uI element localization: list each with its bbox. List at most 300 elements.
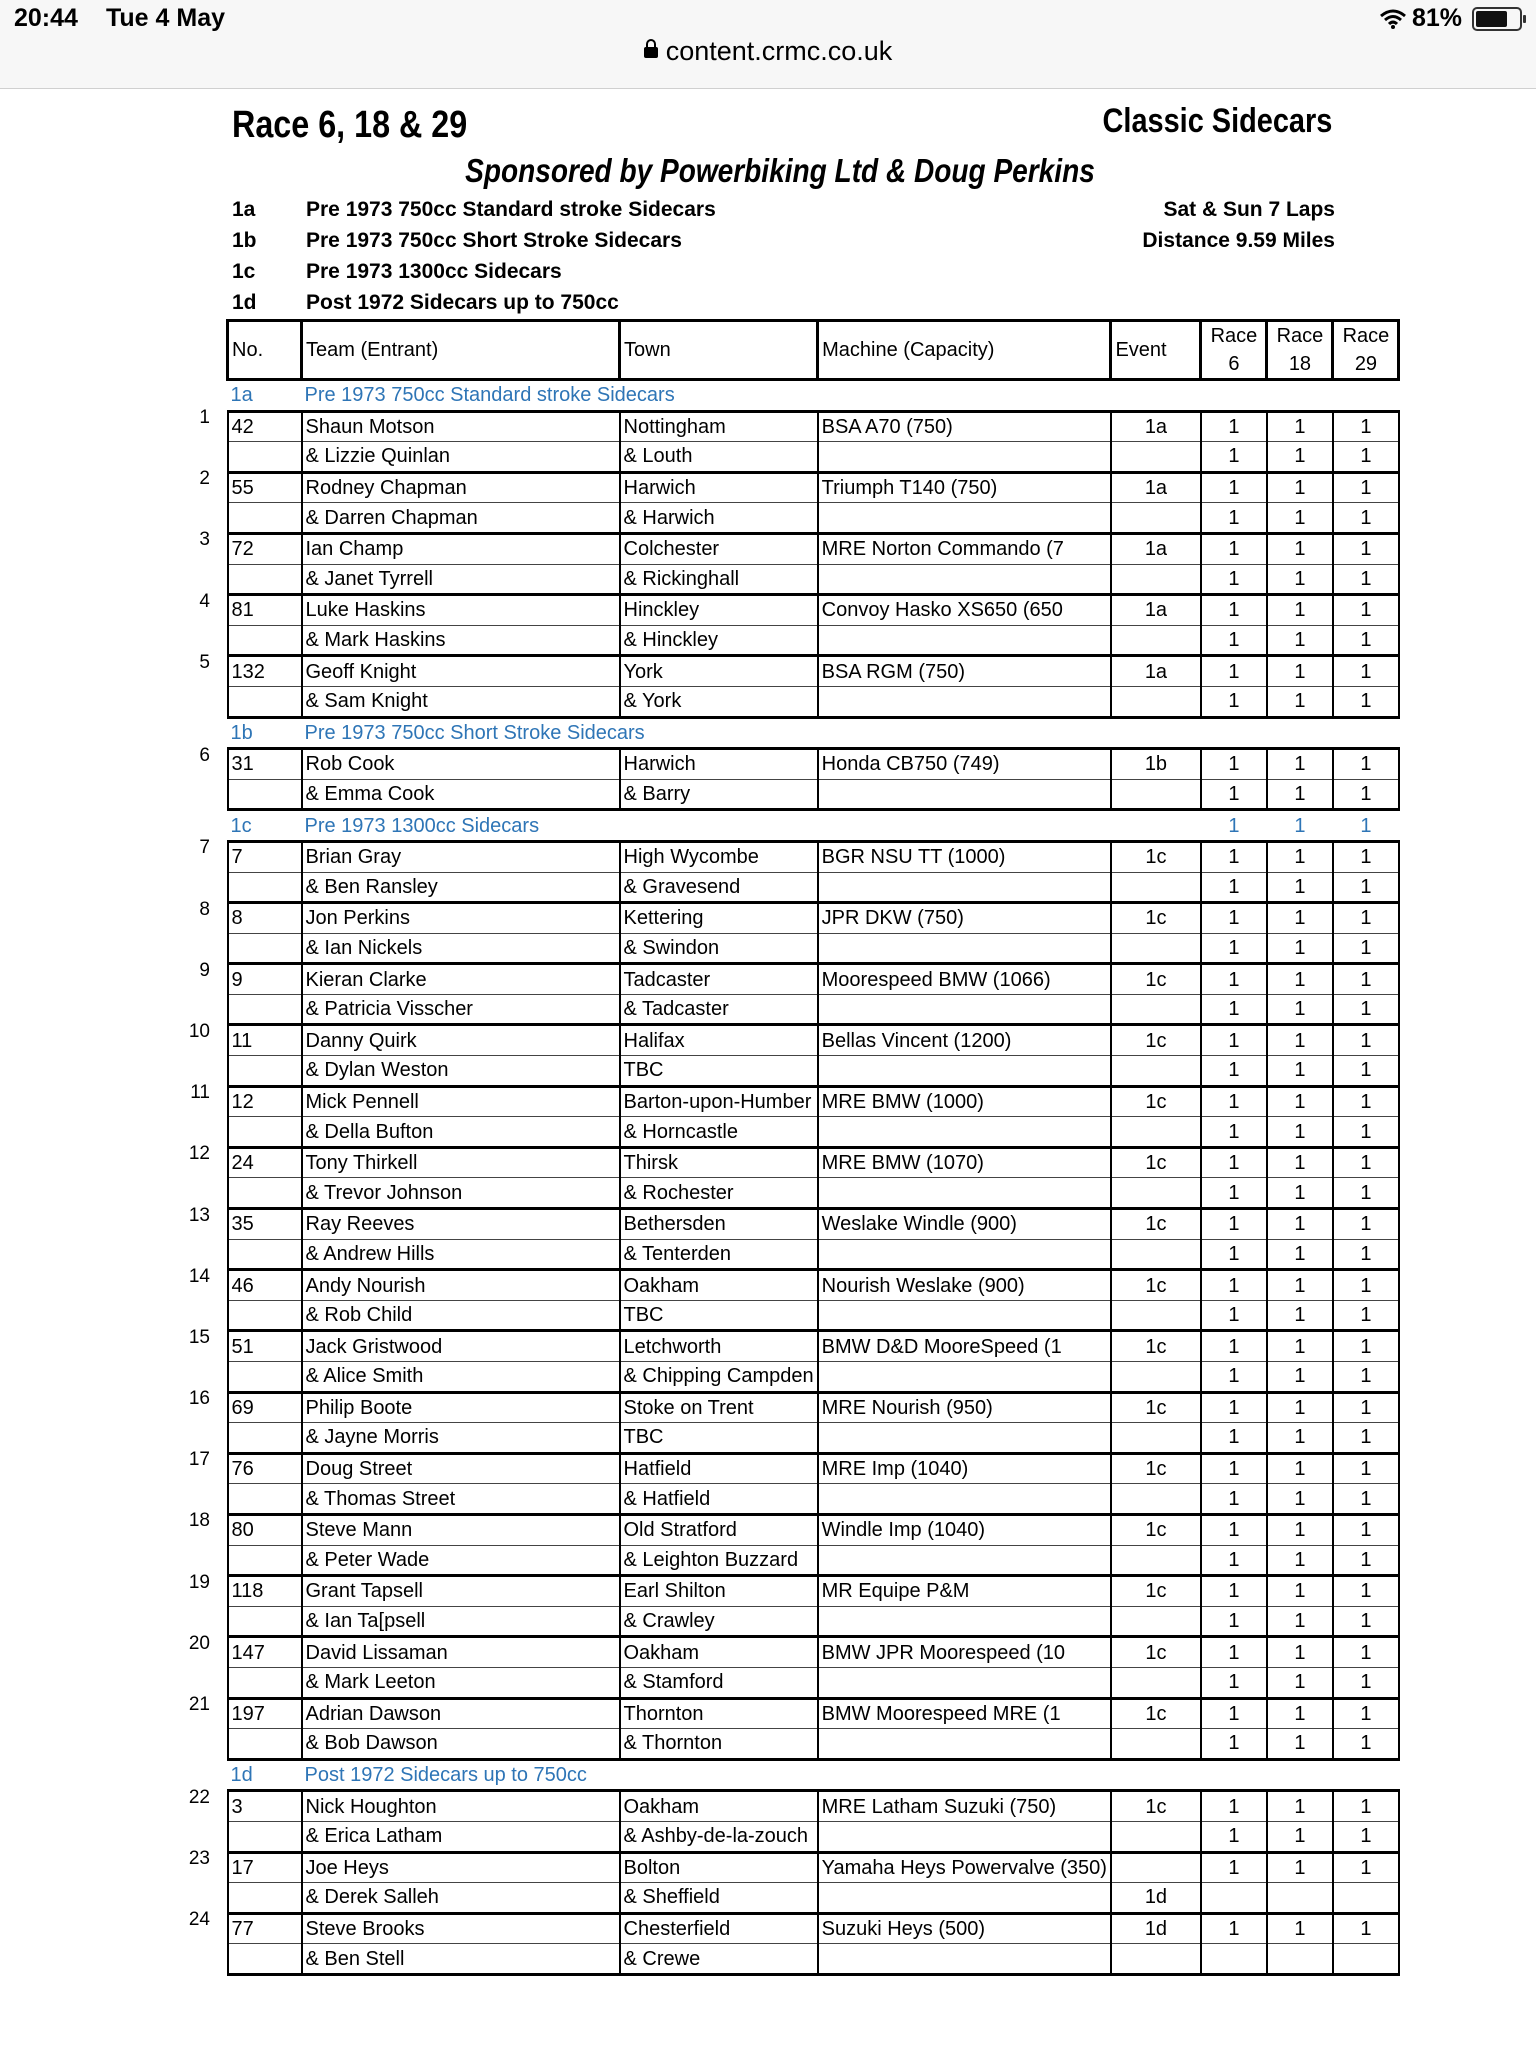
section-code: 1b xyxy=(230,721,253,744)
race-18-entry xyxy=(1267,1944,1333,1975)
entry-number: 80 xyxy=(228,1514,302,1545)
driver-name: David Lissaman xyxy=(302,1637,620,1668)
race-6-entry: 1 xyxy=(1201,656,1267,687)
driver-name: Geoff Knight xyxy=(302,656,620,687)
table-row-passenger xyxy=(228,1729,1399,1760)
passenger-event-code xyxy=(1111,1606,1201,1637)
event-code: 1a xyxy=(1111,533,1201,564)
section-code: 1a xyxy=(230,384,253,407)
race-6-entry: 1 xyxy=(1201,1667,1267,1698)
race-29-entry xyxy=(1333,1944,1399,1975)
machine: MRE BMW (1070) xyxy=(818,1147,1111,1178)
race-29-entry: 1 xyxy=(1333,1576,1399,1607)
race-6-entry: 1 xyxy=(1201,1453,1267,1484)
row-index: 13 xyxy=(188,1204,210,1226)
row-index: 10 xyxy=(188,1020,210,1042)
race-18-count xyxy=(1267,380,1333,412)
race-6-entry: 1 xyxy=(1201,411,1267,442)
driver-town: Barton-upon-Humber xyxy=(620,1086,818,1117)
race-29-entry: 1 xyxy=(1333,1392,1399,1423)
table-header xyxy=(228,321,1399,380)
driver-town: Old Stratford xyxy=(620,1514,818,1545)
race-29-entry: 1 xyxy=(1333,595,1399,626)
race-29-entry: 1 xyxy=(1333,411,1399,442)
passenger-town: & Thornton xyxy=(620,1729,818,1760)
table-row xyxy=(228,411,1399,442)
row-index: 6 xyxy=(199,744,210,766)
event-code: 1a xyxy=(1111,595,1201,626)
passenger-event-code xyxy=(1111,1423,1201,1454)
passenger-name: & Sam Knight xyxy=(302,686,620,717)
empty-cell xyxy=(818,1606,1111,1637)
empty-cell xyxy=(228,933,302,964)
header-no: No. xyxy=(228,321,302,380)
race-18-entry: 1 xyxy=(1267,1178,1333,1209)
driver-town: Bethersden xyxy=(620,1209,818,1240)
passenger-event-code xyxy=(1111,1056,1201,1087)
empty-cell xyxy=(228,1545,302,1576)
section-title: Pre 1973 750cc Short Stroke Sidecars xyxy=(304,721,645,744)
empty-cell xyxy=(818,625,1111,656)
race-18-entry: 1 xyxy=(1267,1791,1333,1822)
race-18-entry: 1 xyxy=(1267,686,1333,717)
driver-name: Jon Perkins xyxy=(302,903,620,934)
event-code: 1c xyxy=(1111,1025,1201,1056)
laps-info: Sat & Sun 7 Laps xyxy=(1163,198,1335,221)
status-date: Tue 4 May xyxy=(106,4,226,32)
event-code xyxy=(1111,1852,1201,1883)
event-item: 1c Pre 1973 1300cc Sidecars xyxy=(232,260,562,283)
race-18-entry: 1 xyxy=(1267,656,1333,687)
driver-name: Rob Cook xyxy=(302,749,620,780)
machine: Triumph T140 (750) xyxy=(818,472,1111,503)
empty-cell xyxy=(818,1821,1111,1852)
distance-info: Distance 9.59 Miles xyxy=(1142,229,1335,252)
event-code: 1c xyxy=(1111,903,1201,934)
race-6-entry: 1 xyxy=(1201,564,1267,595)
row-index: 21 xyxy=(188,1694,210,1716)
race-18-entry: 1 xyxy=(1267,1545,1333,1576)
passenger-town: & Crewe xyxy=(620,1944,818,1975)
race-6-entry: 1 xyxy=(1201,472,1267,503)
empty-cell xyxy=(228,1056,302,1087)
race-6-count xyxy=(1201,380,1267,412)
passenger-name: & Andrew Hills xyxy=(302,1239,620,1270)
race-29-entry: 1 xyxy=(1333,1821,1399,1852)
driver-town: Hatfield xyxy=(620,1453,818,1484)
table-row-passenger xyxy=(228,933,1399,964)
machine: Suzuki Heys (500) xyxy=(818,1913,1111,1944)
empty-cell xyxy=(228,1178,302,1209)
race-6-entry: 1 xyxy=(1201,1239,1267,1270)
race-18-entry: 1 xyxy=(1267,1729,1333,1760)
machine: Windle Imp (1040) xyxy=(818,1514,1111,1545)
event-code: 1d xyxy=(1111,1913,1201,1944)
race-6-entry: 1 xyxy=(1201,1852,1267,1883)
event-code: 1a xyxy=(1111,656,1201,687)
empty-cell xyxy=(228,1883,302,1914)
empty-cell xyxy=(818,994,1111,1025)
address-bar[interactable] xyxy=(0,36,1536,67)
empty-cell xyxy=(818,933,1111,964)
race-29-entry xyxy=(1333,1883,1399,1914)
race-6-entry: 1 xyxy=(1201,1270,1267,1301)
table-row-passenger xyxy=(228,779,1399,810)
race-29-entry: 1 xyxy=(1333,442,1399,473)
race-18-entry: 1 xyxy=(1267,1423,1333,1454)
race-6-entry: 1 xyxy=(1201,994,1267,1025)
race-6-entry: 1 xyxy=(1201,686,1267,717)
table-row-passenger xyxy=(228,1883,1399,1914)
row-index: 7 xyxy=(199,837,210,859)
race-18-entry: 1 xyxy=(1267,1362,1333,1393)
row-index: 16 xyxy=(188,1388,210,1410)
machine: Yamaha Heys Powervalve (350) xyxy=(818,1852,1111,1883)
header-town: Town xyxy=(620,321,818,380)
section-code: 1d xyxy=(230,1764,253,1787)
race-6-entry: 1 xyxy=(1201,964,1267,995)
race-6-entry: 1 xyxy=(1201,1606,1267,1637)
race-18-entry: 1 xyxy=(1267,872,1333,903)
race-29-entry: 1 xyxy=(1333,472,1399,503)
header-event: Event xyxy=(1111,321,1201,380)
race-18-entry: 1 xyxy=(1267,533,1333,564)
machine: MRE BMW (1000) xyxy=(818,1086,1111,1117)
row-index: 8 xyxy=(199,898,210,920)
url-text: content.crmc.co.uk xyxy=(665,36,893,66)
driver-name: Jack Gristwood xyxy=(302,1331,620,1362)
race-6-count xyxy=(1201,1759,1267,1791)
header-race-18: Race 18 xyxy=(1267,321,1333,380)
passenger-town: & Tadcaster xyxy=(620,994,818,1025)
status-bar xyxy=(0,0,1536,89)
machine: BMW Moorespeed MRE (1 xyxy=(818,1698,1111,1729)
driver-town: Tadcaster xyxy=(620,964,818,995)
row-index: 4 xyxy=(199,590,210,612)
table-row-passenger xyxy=(228,1239,1399,1270)
race-6-entry: 1 xyxy=(1201,1178,1267,1209)
race-6-entry: 1 xyxy=(1201,442,1267,473)
race-29-entry: 1 xyxy=(1333,1239,1399,1270)
event-code: 1c xyxy=(1111,1331,1201,1362)
row-index: 15 xyxy=(188,1326,210,1348)
row-index: 3 xyxy=(199,529,210,551)
driver-name: Grant Tapsell xyxy=(302,1576,620,1607)
passenger-event-code xyxy=(1111,1178,1201,1209)
race-29-entry: 1 xyxy=(1333,1606,1399,1637)
empty-cell xyxy=(818,1300,1111,1331)
row-index: 24 xyxy=(188,1909,210,1931)
race-6-entry: 1 xyxy=(1201,1913,1267,1944)
race-18-entry: 1 xyxy=(1267,595,1333,626)
passenger-name: & Lizzie Quinlan xyxy=(302,442,620,473)
table-row-passenger xyxy=(228,994,1399,1025)
driver-town: Hinckley xyxy=(620,595,818,626)
empty-cell xyxy=(228,1423,302,1454)
machine: BSA A70 (750) xyxy=(818,411,1111,442)
race-18-entry: 1 xyxy=(1267,1852,1333,1883)
driver-town: Chesterfield xyxy=(620,1913,818,1944)
passenger-town: & Harwich xyxy=(620,503,818,534)
machine: Weslake Windle (900) xyxy=(818,1209,1111,1240)
section-code: 1c xyxy=(230,814,252,837)
empty-cell xyxy=(228,994,302,1025)
race-29-entry: 1 xyxy=(1333,1300,1399,1331)
machine: BSA RGM (750) xyxy=(818,656,1111,687)
race-29-entry: 1 xyxy=(1333,1147,1399,1178)
driver-name: Shaun Motson xyxy=(302,411,620,442)
race-6-entry: 1 xyxy=(1201,1484,1267,1515)
passenger-town: & Leighton Buzzard xyxy=(620,1545,818,1576)
passenger-name: & Dylan Weston xyxy=(302,1056,620,1087)
event-code: 1c xyxy=(1111,1698,1201,1729)
table-row xyxy=(228,1209,1399,1240)
race-6-entry: 1 xyxy=(1201,1637,1267,1668)
driver-town: Stoke on Trent xyxy=(620,1392,818,1423)
race-18-entry: 1 xyxy=(1267,1300,1333,1331)
sponsor-line: Sponsored by Powerbiking Ltd & Doug Perkins xyxy=(465,152,1095,189)
table-row xyxy=(228,472,1399,503)
passenger-event-code xyxy=(1111,994,1201,1025)
race-18-entry: 1 xyxy=(1267,1056,1333,1087)
passenger-event-code xyxy=(1111,503,1201,534)
passenger-name: & Mark Haskins xyxy=(302,625,620,656)
race-6-entry: 1 xyxy=(1201,1331,1267,1362)
race-29-entry: 1 xyxy=(1333,1852,1399,1883)
header-team: Team (Entrant) xyxy=(302,321,620,380)
entry-number: 31 xyxy=(228,749,302,780)
table-row xyxy=(228,1791,1399,1822)
race-29-entry: 1 xyxy=(1333,503,1399,534)
table-row xyxy=(228,1698,1399,1729)
race-6-entry: 1 xyxy=(1201,903,1267,934)
empty-cell xyxy=(228,1821,302,1852)
race-6-entry: 1 xyxy=(1201,1025,1267,1056)
machine: Honda CB750 (749) xyxy=(818,749,1111,780)
event-code: 1c xyxy=(1111,964,1201,995)
race-29-entry: 1 xyxy=(1333,841,1399,872)
passenger-event-code xyxy=(1111,779,1201,810)
entry-number: 11 xyxy=(228,1025,302,1056)
empty-cell xyxy=(228,686,302,717)
race-18-entry: 1 xyxy=(1267,1086,1333,1117)
race-29-entry: 1 xyxy=(1333,1423,1399,1454)
race-6-entry: 1 xyxy=(1201,625,1267,656)
passenger-event-code xyxy=(1111,686,1201,717)
race-6-entry: 1 xyxy=(1201,1300,1267,1331)
driver-town: Harwich xyxy=(620,472,818,503)
passenger-town: TBC xyxy=(620,1056,818,1087)
entry-number: 35 xyxy=(228,1209,302,1240)
table-row-passenger xyxy=(228,1545,1399,1576)
row-index: 19 xyxy=(188,1571,210,1593)
race-6-entry: 1 xyxy=(1201,1791,1267,1822)
passenger-name: & Alice Smith xyxy=(302,1362,620,1393)
empty-cell xyxy=(818,1362,1111,1393)
header-race-6: Race 6 xyxy=(1201,321,1267,380)
table-row-passenger xyxy=(228,1667,1399,1698)
driver-town: Oakham xyxy=(620,1270,818,1301)
race-18-count xyxy=(1267,717,1333,749)
empty-cell xyxy=(228,1944,302,1975)
empty-cell xyxy=(228,1606,302,1637)
section-title: Pre 1973 1300cc Sidecars xyxy=(304,814,540,837)
race-29-entry: 1 xyxy=(1333,1637,1399,1668)
driver-name: Andy Nourish xyxy=(302,1270,620,1301)
race-6-entry: 1 xyxy=(1201,1147,1267,1178)
passenger-town: & Tenterden xyxy=(620,1239,818,1270)
passenger-event-code xyxy=(1111,872,1201,903)
event-code: 1c xyxy=(1111,841,1201,872)
event-code: 1a xyxy=(1111,472,1201,503)
passenger-name: & Darren Chapman xyxy=(302,503,620,534)
passenger-event-code xyxy=(1111,1729,1201,1760)
table-row xyxy=(228,1025,1399,1056)
passenger-name: & Bob Dawson xyxy=(302,1729,620,1760)
race-18-entry: 1 xyxy=(1267,841,1333,872)
section-title: Post 1972 Sidecars up to 750cc xyxy=(304,1764,587,1787)
empty-cell xyxy=(228,1300,302,1331)
driver-name: Steve Mann xyxy=(302,1514,620,1545)
empty-cell xyxy=(228,1239,302,1270)
race-29-entry: 1 xyxy=(1333,1729,1399,1760)
race-6-entry: 1 xyxy=(1201,503,1267,534)
entry-number: 42 xyxy=(228,411,302,442)
event-code: 1c xyxy=(1111,1453,1201,1484)
entry-number: 197 xyxy=(228,1698,302,1729)
passenger-name: & Patricia Visscher xyxy=(302,994,620,1025)
race-6-entry: 1 xyxy=(1201,1392,1267,1423)
driver-name: Philip Boote xyxy=(302,1392,620,1423)
driver-name: Brian Gray xyxy=(302,841,620,872)
event-code: 1c xyxy=(1111,1392,1201,1423)
event-code: 1c xyxy=(1111,1576,1201,1607)
race-18-entry: 1 xyxy=(1267,1453,1333,1484)
passenger-name: & Trevor Johnson xyxy=(302,1178,620,1209)
page-title: Race 6, 18 & 29 xyxy=(232,104,468,146)
race-6-entry: 1 xyxy=(1201,933,1267,964)
driver-town: Thornton xyxy=(620,1698,818,1729)
entry-number: 51 xyxy=(228,1331,302,1362)
driver-town: Colchester xyxy=(620,533,818,564)
empty-cell xyxy=(818,1056,1111,1087)
race-29-entry: 1 xyxy=(1333,686,1399,717)
race-18-entry: 1 xyxy=(1267,994,1333,1025)
race-6-entry: 1 xyxy=(1201,1545,1267,1576)
race-18-entry: 1 xyxy=(1267,1239,1333,1270)
table-row xyxy=(228,595,1399,626)
section-row xyxy=(228,717,1399,749)
table-row-passenger xyxy=(228,625,1399,656)
table-row-passenger xyxy=(228,1056,1399,1087)
race-6-entry: 1 xyxy=(1201,872,1267,903)
event-code: 1c xyxy=(1111,1514,1201,1545)
passenger-town: & Barry xyxy=(620,779,818,810)
passenger-town: & Crawley xyxy=(620,1606,818,1637)
race-29-entry: 1 xyxy=(1333,994,1399,1025)
passenger-town: & Swindon xyxy=(620,933,818,964)
driver-town: Oakham xyxy=(620,1791,818,1822)
machine: BMW D&D MooreSpeed (1 xyxy=(818,1331,1111,1362)
empty-cell xyxy=(228,872,302,903)
table-row-passenger xyxy=(228,686,1399,717)
section-row xyxy=(228,1759,1399,1791)
race-6-entry: 1 xyxy=(1201,1698,1267,1729)
empty-cell xyxy=(818,1484,1111,1515)
race-29-entry: 1 xyxy=(1333,1117,1399,1148)
table-row xyxy=(228,656,1399,687)
passenger-town: & Sheffield xyxy=(620,1883,818,1914)
race-6-entry: 1 xyxy=(1201,1821,1267,1852)
driver-name: Joe Heys xyxy=(302,1852,620,1883)
entry-number: 7 xyxy=(228,841,302,872)
race-6-entry: 1 xyxy=(1201,533,1267,564)
driver-town: York xyxy=(620,656,818,687)
passenger-event-code xyxy=(1111,564,1201,595)
entry-number: 24 xyxy=(228,1147,302,1178)
driver-name: Tony Thirkell xyxy=(302,1147,620,1178)
race-6-entry: 1 xyxy=(1201,749,1267,780)
race-29-entry: 1 xyxy=(1333,564,1399,595)
class-title: Classic Sidecars xyxy=(1102,102,1332,140)
race-18-entry: 1 xyxy=(1267,1147,1333,1178)
race-18-entry: 1 xyxy=(1267,1576,1333,1607)
entry-number: 147 xyxy=(228,1637,302,1668)
race-29-count xyxy=(1333,380,1399,412)
status-time: 20:44 xyxy=(14,4,78,32)
race-29-entry: 1 xyxy=(1333,625,1399,656)
empty-cell xyxy=(818,442,1111,473)
empty-cell xyxy=(818,1944,1111,1975)
race-18-entry: 1 xyxy=(1267,1484,1333,1515)
race-29-entry: 1 xyxy=(1333,1453,1399,1484)
passenger-town: & Rickinghall xyxy=(620,564,818,595)
race-18-entry: 1 xyxy=(1267,749,1333,780)
race-29-entry: 1 xyxy=(1333,1086,1399,1117)
table-row-passenger xyxy=(228,1606,1399,1637)
race-6-count: 1 xyxy=(1228,814,1240,837)
race-18-entry: 1 xyxy=(1267,1698,1333,1729)
passenger-name: & Jayne Morris xyxy=(302,1423,620,1454)
driver-name: Mick Pennell xyxy=(302,1086,620,1117)
empty-cell xyxy=(818,1117,1111,1148)
machine: BMW JPR Moorespeed (10 xyxy=(818,1637,1111,1668)
race-6-entry: 1 xyxy=(1201,779,1267,810)
passenger-name: & Rob Child xyxy=(302,1300,620,1331)
machine: MR Equipe P&M xyxy=(818,1576,1111,1607)
row-index: 20 xyxy=(188,1632,210,1654)
race-18-entry: 1 xyxy=(1267,411,1333,442)
table-row-passenger xyxy=(228,442,1399,473)
machine: MRE Nourish (950) xyxy=(818,1392,1111,1423)
empty-cell xyxy=(228,1362,302,1393)
passenger-town: & Horncastle xyxy=(620,1117,818,1148)
driver-town: Oakham xyxy=(620,1637,818,1668)
race-18-entry: 1 xyxy=(1267,933,1333,964)
entry-number: 77 xyxy=(228,1913,302,1944)
race-18-entry: 1 xyxy=(1267,1514,1333,1545)
driver-town: Thirsk xyxy=(620,1147,818,1178)
empty-cell xyxy=(228,779,302,810)
race-6-entry: 1 xyxy=(1201,1729,1267,1760)
race-18-entry: 1 xyxy=(1267,442,1333,473)
entry-number: 55 xyxy=(228,472,302,503)
section-row xyxy=(228,810,1399,842)
entry-number: 9 xyxy=(228,964,302,995)
header-race-29: Race 29 xyxy=(1333,321,1399,380)
entry-number: 46 xyxy=(228,1270,302,1301)
race-18-count xyxy=(1267,1759,1333,1791)
